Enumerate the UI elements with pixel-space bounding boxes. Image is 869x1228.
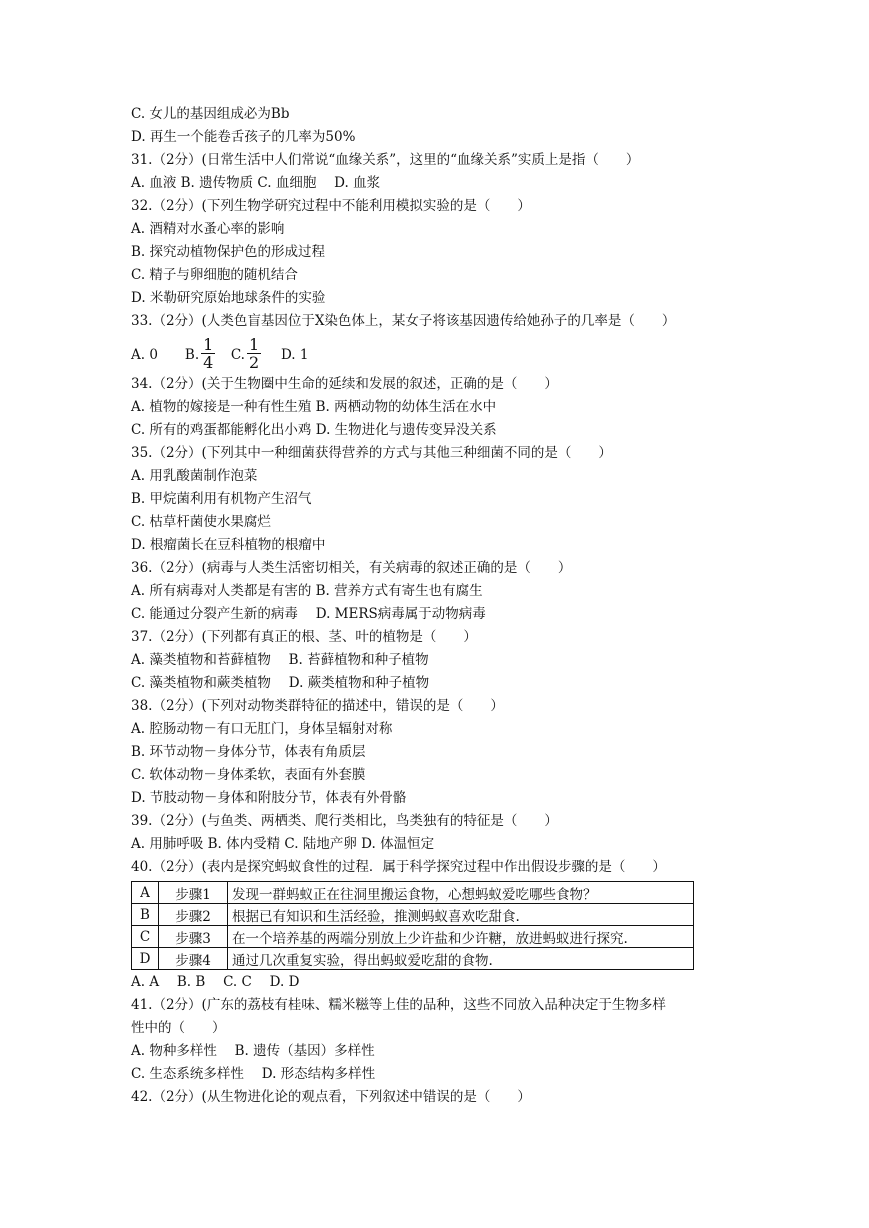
text-line: C. 女儿的基因组成必为Bb: [131, 106, 290, 122]
question-32: 32.（2分）(下列生物学研究过程中不能利用模拟实验的是（ ）: [131, 198, 531, 214]
table-row: [132, 948, 694, 970]
fraction-numerator: 1: [248, 334, 260, 354]
question-39: 39.（2分）(与鱼类、两栖类、爬行类相比，鸟类独有的特征是（ ）: [131, 813, 558, 829]
text-line: D. 节肢动物－身体和附肢分节，体表有外骨骼: [131, 790, 407, 806]
section-after: [131, 971, 751, 1109]
question-37: 37.（2分）(下列都有真正的根、茎、叶的植物是（ ）: [131, 629, 477, 645]
text-line: A. 藻类植物和苔藓植物 B. 苔藓植物和种子植物: [131, 652, 429, 668]
fraction-numerator: 1: [203, 334, 214, 354]
table-row: [132, 904, 694, 926]
question-38: 38.（2分）(下列对动物类群特征的描述中，错误的是（ ）: [131, 698, 504, 714]
q40-steps-table: [131, 881, 694, 970]
question-34: 34.（2分）(关于生物圈中生命的延续和发展的叙述，正确的是（ ）: [131, 376, 558, 392]
question-36: 36.（2分）(病毒与人类生活密切相关，有关病毒的叙述正确的是（ ）: [131, 560, 572, 576]
table-cell: 发现一群蚂蚁正在往洞里搬运食物，心想蚂蚁爱吃哪些食物？: [228, 882, 694, 904]
text-line: D. 再生一个能卷舌孩子的几率为50%: [131, 129, 356, 145]
fraction-denominator: 2: [248, 352, 260, 372]
question-41: 41.（2分）(广东的荔枝有桂味、糯米糍等上佳的品种，这些不同放入品种决定于生物多样: [131, 997, 666, 1013]
text-line: A. 血液 B. 遗传物质 C. 血细胞 D. 血浆: [131, 175, 381, 191]
fraction-one-quarter: [201, 336, 215, 371]
table-cell: C: [132, 926, 159, 948]
question-33: 33.（2分）(人类色盲基因位于X染色体上，某女子将该基因遗传给她孙子的几率是（ ）: [131, 313, 676, 329]
question-42: 42.（2分）(从生物进化论的观点看，下列叙述中错误的是（ ）: [131, 1089, 531, 1105]
question-31: 31.（2分）(日常生活中人们常说“血缘关系”，这里的“血缘关系”实质上是指（ ）: [131, 152, 640, 168]
table-cell: 步骤4: [159, 948, 228, 970]
text-line: A. 所有病毒对人类都是有害的 B. 营养方式有寄生也有腐生: [131, 583, 483, 599]
text-line: A. 酒精对水蚤心率的影响: [131, 221, 285, 237]
text-line: C. 能通过分裂产生新的病毒 D. MERS病毒属于动物病毒: [131, 606, 486, 622]
table-cell: D: [132, 948, 159, 970]
text-line: A. 用肺呼吸 B. 体内受精 C. 陆地产卵 D. 体温恒定: [131, 836, 435, 852]
text-line: C. 精子与卵细胞的随机结合: [131, 267, 298, 283]
table-cell: 步骤1: [159, 882, 228, 904]
table-cell: 根据已有知识和生活经验，推测蚂蚁喜欢吃甜食.: [228, 904, 694, 926]
text-line: C. 软体动物－身体柔软，表面有外套膜: [131, 767, 366, 783]
fraction-one-half: [247, 336, 261, 371]
text-line: A. 腔肠动物－有口无肛门，身体呈辐射对称: [131, 721, 393, 737]
exam-page: [131, 103, 751, 1109]
text-line: B. 甲烷菌利用有机物产生沼气: [131, 491, 312, 507]
table-cell: B: [132, 904, 159, 926]
table-cell: 在一个培养基的两端分别放上少许盐和少许糖，放进蚂蚁进行探究.: [228, 926, 694, 948]
q33-option-a-b-label: A. 0 B.: [131, 347, 200, 363]
text-line: A. 植物的嫁接是一种有性生殖 B. 两栖动物的幼体生活在水中: [131, 399, 497, 415]
table-cell: 步骤3: [159, 926, 228, 948]
text-line: B. 环节动物－身体分节，体表有角质层: [131, 744, 366, 760]
text-line: 性中的（ ）: [131, 1020, 226, 1036]
table-cell: 通过几次重复实验，得出蚂蚁爱吃甜的食物.: [228, 948, 694, 970]
text-line: A. 用乳酸菌制作泡菜: [131, 468, 258, 484]
text-line: A. A B. B C. C D. D: [131, 974, 300, 990]
q33-option-d: D. 1: [263, 347, 309, 363]
text-line: D. 根瘤菌长在豆科植物的根瘤中: [131, 537, 326, 553]
fraction-denominator: 4: [203, 352, 214, 372]
q33-option-c-label: C.: [217, 347, 245, 363]
table-cell: 步骤2: [159, 904, 228, 926]
q33-options: [131, 333, 751, 373]
text-line: C. 生态系统多样性 D. 形态结构多样性: [131, 1066, 376, 1082]
table-cell: A: [132, 882, 159, 904]
text-line: A. 物种多样性 B. 遗传（基因）多样性: [131, 1043, 375, 1059]
text-line: C. 枯草杆菌使水果腐烂: [131, 514, 271, 530]
question-35: 35.（2分）(下列其中一种细菌获得营养的方式与其他三种细菌不同的是（ ）: [131, 445, 612, 461]
section-middle: [131, 373, 751, 879]
table-row: [132, 882, 694, 904]
section-before: [131, 103, 751, 333]
table-row: [132, 926, 694, 948]
question-40: 40.（2分）(表内是探究蚂蚁食性的过程．属于科学探究过程中作出假设步骤的是（ ）: [131, 859, 666, 875]
text-line: B. 探究动植物保护色的形成过程: [131, 244, 326, 260]
text-line: C. 藻类植物和蕨类植物 D. 蕨类植物和种子植物: [131, 675, 430, 691]
text-line: D. 米勒研究原始地球条件的实验: [131, 290, 326, 306]
text-line: C. 所有的鸡蛋都能孵化出小鸡 D. 生物进化与遗传变异没关系: [131, 422, 497, 438]
